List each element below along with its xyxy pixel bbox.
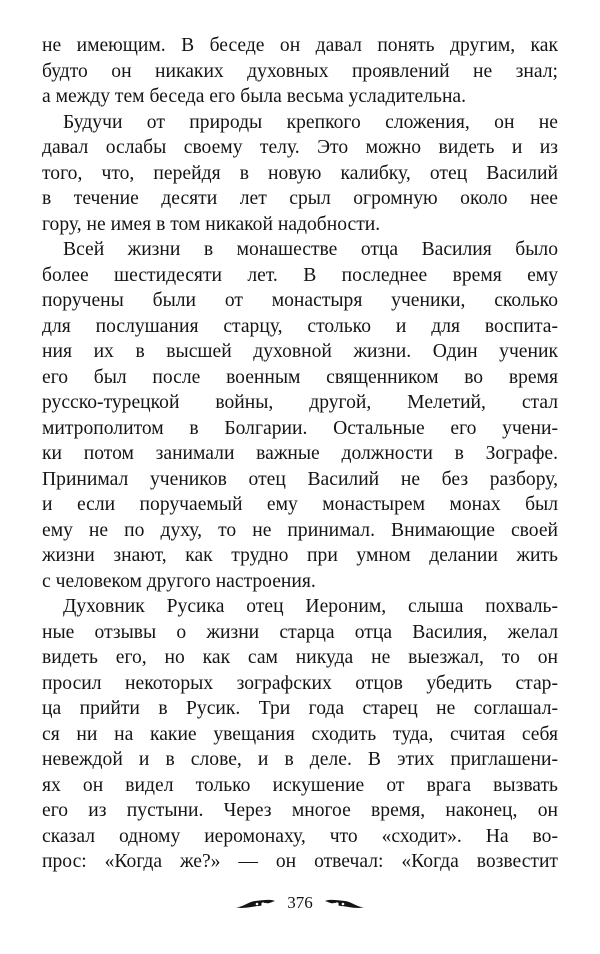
- text-line: поручены были от монастыря ученики, сколько: [42, 290, 558, 311]
- right-ornament-icon: [323, 896, 367, 910]
- text-line: прос: «Когда же?» — он отвечал: «Когда возвестит: [42, 851, 558, 872]
- text-line: а между тем беседа его была весьма усладительна.: [42, 86, 467, 107]
- page-number: 376: [287, 893, 313, 912]
- text-line: русско-турецкой войны, другой, Мелетий, стал: [42, 392, 558, 413]
- text-line: просил некоторых зографских отцов убедить стар-: [42, 672, 558, 694]
- text-line: Принимал учеников отец Василий не без разбору,: [42, 468, 558, 490]
- text-line: видеть его, но как сам никуда не выезжал, то он: [42, 647, 558, 668]
- text-line: не имеющим. В беседе он давал понять другим, как: [42, 35, 558, 56]
- text-line: его был после военным священником во время: [42, 366, 558, 388]
- text-line: для послушания старцу, столько и для воспита-: [42, 315, 558, 337]
- page-footer: [0, 893, 600, 913]
- text-line: Будучи от природы крепкого сложения, он не: [63, 111, 558, 133]
- text-line: с человеком другого настроения.: [42, 570, 316, 592]
- text-line: давал ослабы своему телу. Это можно видеть и из: [42, 137, 558, 158]
- text-line: ния их в высшей духовной жизни. Один ученик: [42, 341, 558, 362]
- text-line: Духовник Русика отец Иероним, слыша похваль-: [63, 596, 558, 617]
- text-line: ся ни на какие увещания сходить туда, считая себя: [42, 723, 558, 745]
- page-body-text: [42, 33, 558, 875]
- text-line: сказал одному иеромонаху, что «сходит». На во-: [42, 825, 558, 847]
- text-line: Всей жизни в монашестве отца Василия было: [63, 239, 558, 260]
- text-line: ему не по духу, то не принимал. Внимающие своей: [42, 519, 558, 541]
- text-line: будто он никаких духовных проявлений не знал;: [42, 60, 558, 82]
- left-ornament-icon: [233, 896, 277, 910]
- text-line: в течение десяти лет срыл огромную около нее: [42, 188, 558, 209]
- text-line: ях он видел только искушение от врага вызвать: [42, 774, 558, 796]
- text-line: его из пустыни. Через многое время, наконец, он: [42, 800, 558, 821]
- text-line: ца прийти в Русик. Три года старец не соглашал-: [42, 698, 558, 719]
- text-line: ки потом занимали важные должности в Зографе.: [42, 443, 558, 464]
- text-line: гору, не имея в том никакой надобности.: [42, 213, 381, 235]
- text-line: невеждой и в слове, и в деле. В этих приглашени-: [42, 749, 558, 770]
- text-line: митрополитом в Болгарии. Остальные его учени-: [42, 417, 558, 439]
- text-line: того, что, перейдя в новую калибку, отец Василий: [42, 162, 558, 184]
- text-line: ные отзывы о жизни старца отца Василия, желал: [42, 621, 558, 643]
- text-line: более шестидесяти лет. В последнее время ему: [42, 264, 558, 286]
- text-line: жизни знают, как трудно при умном делании жить: [42, 545, 558, 566]
- text-line: и если поручаемый ему монастырем монах был: [42, 494, 558, 515]
